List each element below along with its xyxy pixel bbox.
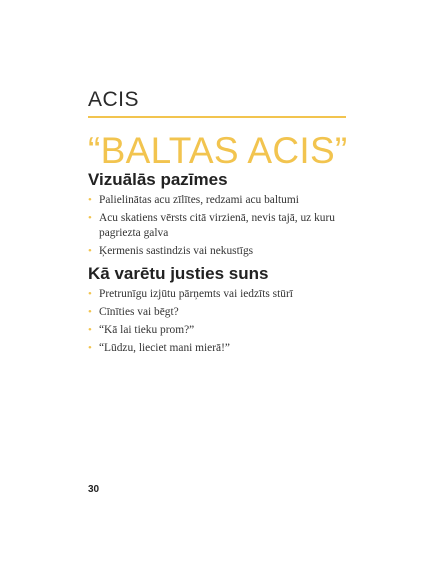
- bullet-icon: •: [88, 212, 92, 224]
- list-item-text: “Kā lai tieku prom?”: [99, 324, 195, 336]
- list-item: [88, 211, 358, 241]
- dog-feelings-heading: Kā varētu justies suns: [88, 264, 269, 283]
- bullet-icon: •: [88, 288, 92, 300]
- dog-feelings-list: [88, 287, 358, 359]
- visual-signs-heading: Vizuālās pazīmes: [88, 170, 228, 189]
- list-item-text: Cīnīties vai bēgt?: [99, 306, 179, 318]
- list-item-text: Ķermenis sastindzis vai nekustīgs: [99, 245, 254, 257]
- list-item-text: Acu skatiens vērsts citā virzienā, nevis tajā, uz kuru pagriezta galva: [99, 212, 335, 239]
- list-item-text: Pretrunīgu izjūtu pārņemts vai iedzīts stūrī: [99, 288, 293, 300]
- bullet-icon: •: [88, 245, 92, 257]
- list-item: [88, 305, 358, 320]
- list-item: [88, 323, 358, 338]
- list-item: [88, 341, 358, 356]
- page-title: “BALTAS ACIS”: [88, 130, 348, 171]
- bullet-icon: •: [88, 342, 92, 354]
- list-item-text: Palielinātas acu zīlītes, redzami acu baltumi: [99, 194, 299, 206]
- list-item: [88, 244, 358, 259]
- bullet-icon: •: [88, 324, 92, 336]
- list-item: [88, 287, 358, 302]
- section-label: ACIS: [88, 88, 140, 111]
- bullet-icon: •: [88, 306, 92, 318]
- visual-signs-list: [88, 193, 358, 262]
- list-item: [88, 193, 358, 208]
- list-item-text: “Lūdzu, lieciet mani mierā!”: [99, 342, 230, 354]
- yellow-divider: [88, 116, 346, 118]
- page-number: 30: [88, 484, 100, 495]
- bullet-icon: •: [88, 194, 92, 206]
